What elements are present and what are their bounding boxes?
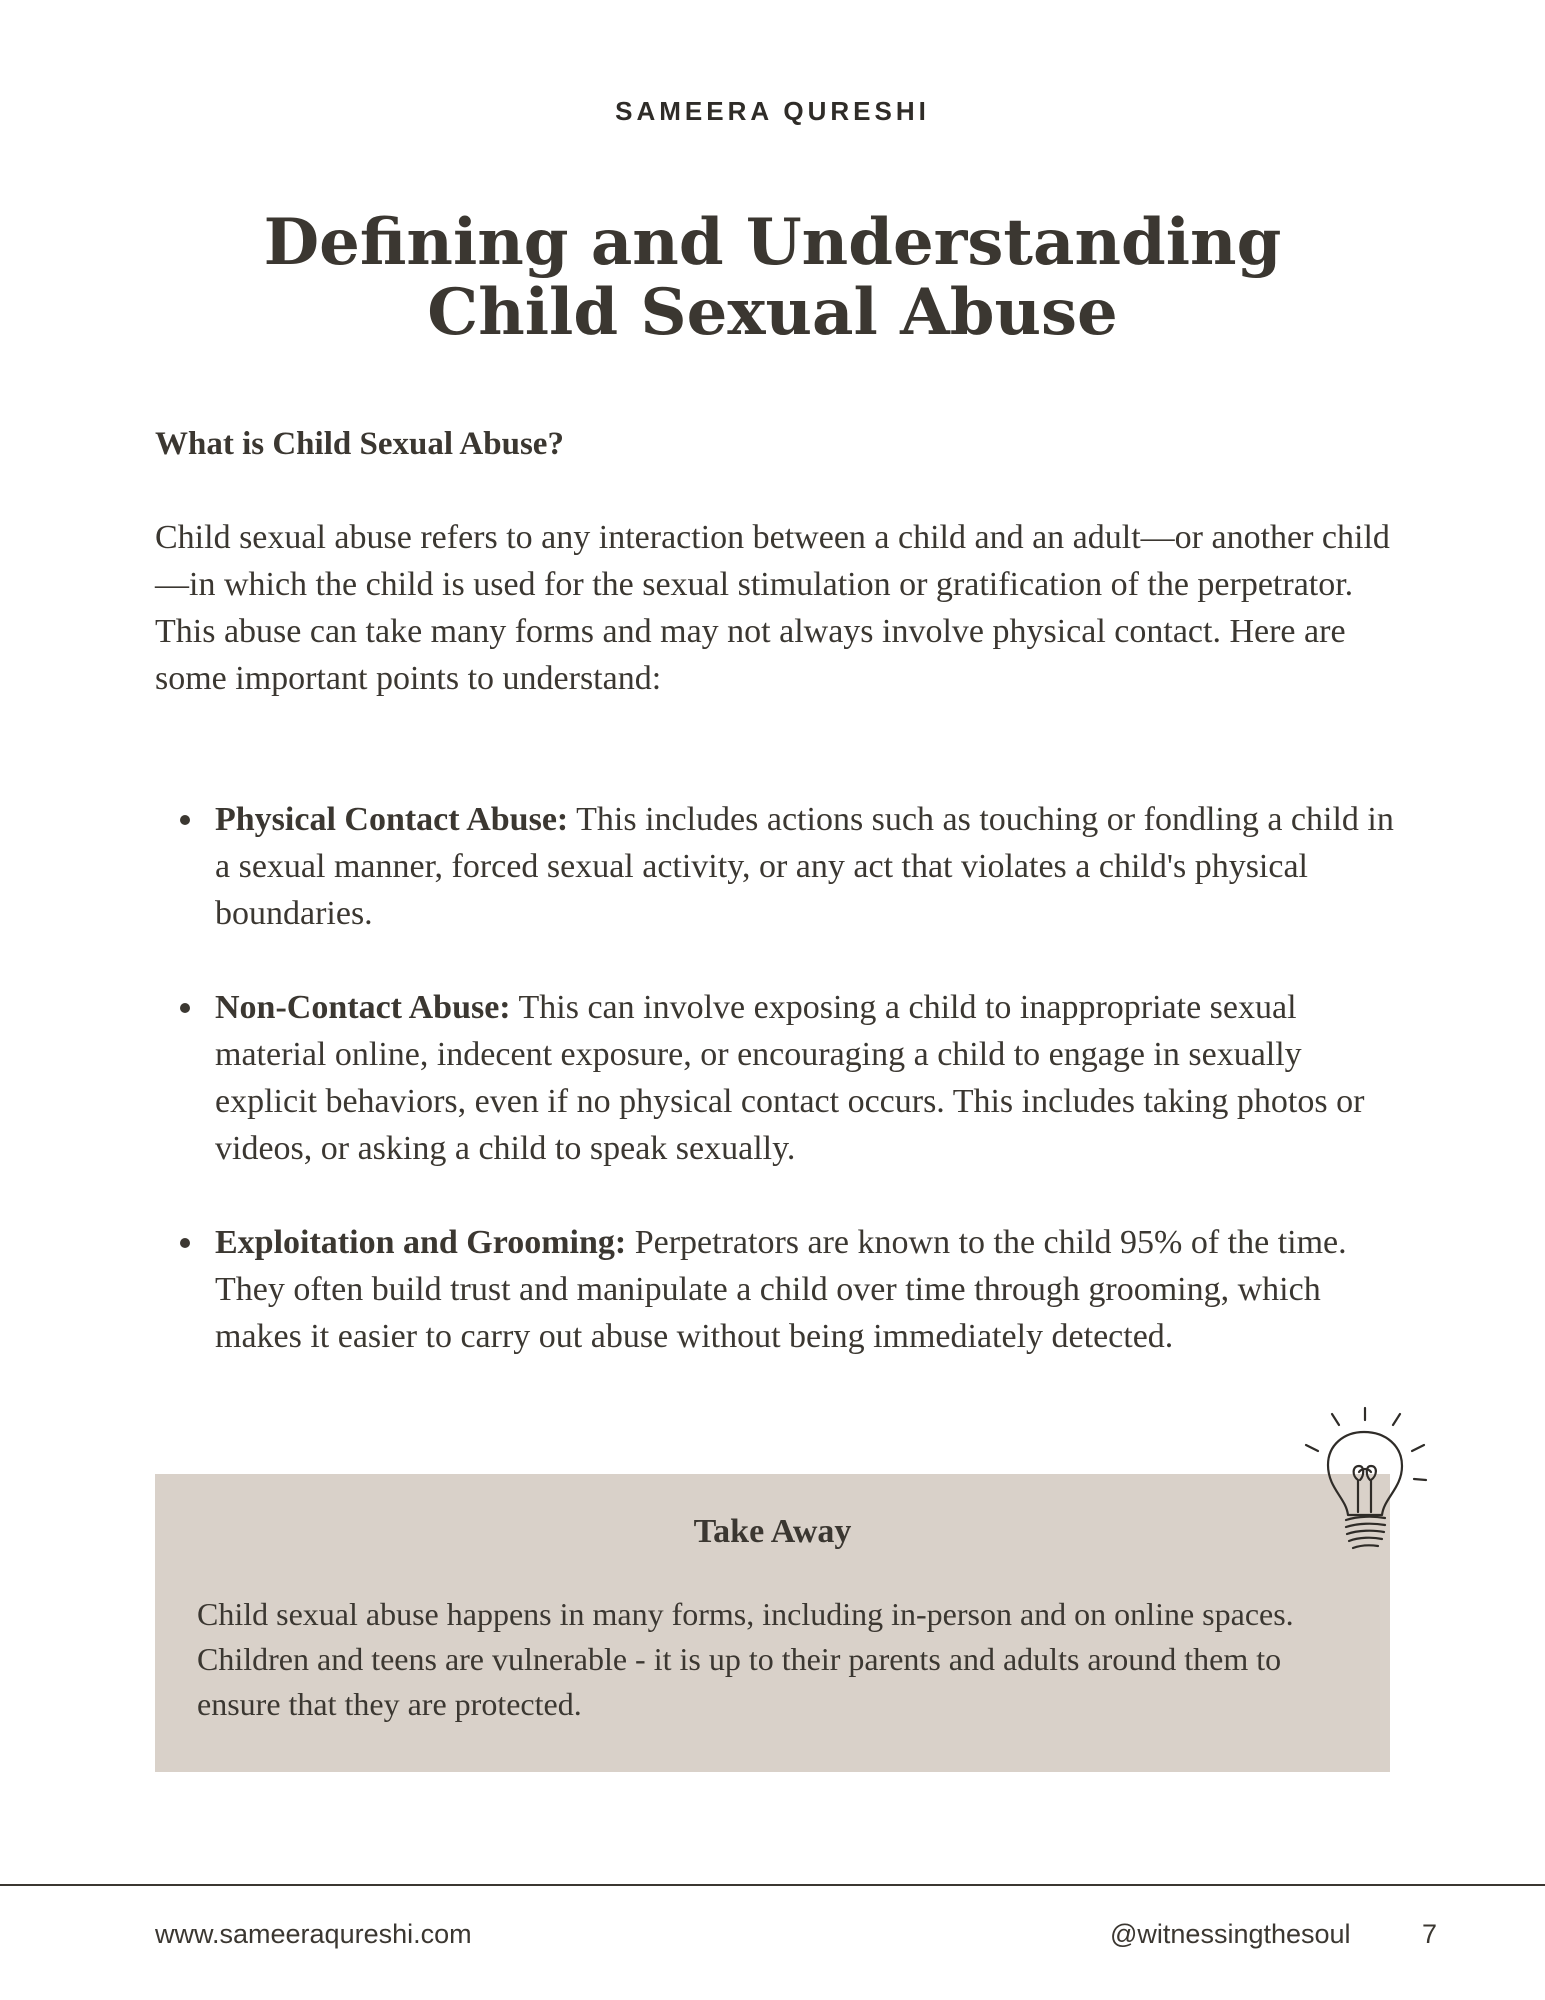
list-item	[155, 1219, 1395, 1360]
takeaway-body: Child sexual abuse happens in many forms, including in-person and on online spaces. Children and teens are vulnerable - it is up to their parents and adults around them to ensure that they are protected.	[197, 1596, 1294, 1722]
point-term: Physical Contact Abuse:	[215, 801, 569, 838]
author-name: SAMEERA QURESHI	[615, 96, 930, 126]
intro-paragraph: Child sexual abuse refers to any interaction between a child and an adult—or another child—in which the child is used for the sexual stimulation or gratification of the perpetrator. This abuse can take many forms and may not always involve physical contact. Here are some important points to understand:	[155, 519, 1390, 697]
point-text: Perpetrators are known to the child 95% of the time. They often build trust and manipulate a child over time through grooming, which makes it easier to carry out abuse without being immediately detected.	[215, 1224, 1347, 1355]
bullet-icon	[180, 815, 190, 825]
bullet-icon	[180, 1238, 190, 1248]
point-term: Exploitation and Grooming:	[215, 1224, 627, 1261]
list-item	[155, 984, 1395, 1172]
bullet-icon	[180, 1003, 190, 1013]
point-text: This includes actions such as touching or fondling a child in a sexual manner, forced sexual activity, or any act that violates a child's physical boundaries.	[215, 801, 1394, 932]
point-term: Non-Contact Abuse:	[215, 989, 511, 1026]
website-link[interactable]: www.sameeraqureshi.com	[155, 1919, 472, 1949]
page-number: 7	[1422, 1919, 1438, 1949]
takeaway-title: Take Away	[693, 1513, 852, 1550]
point-text: This can involve exposing a child to inappropriate sexual material online, indecent exposure, or encouraging a child to engage in sexually explicit behaviors, even if no physical contact occurs. This includes taking photos or videos, or asking a child to speak sexually.	[215, 989, 1365, 1167]
takeaway-box	[155, 1474, 1390, 1772]
key-points-list	[155, 796, 1395, 1360]
list-item	[155, 796, 1395, 937]
page-title: Defining and Understanding Child Sexual Abuse	[263, 205, 1282, 350]
footer-divider	[0, 1884, 1545, 1886]
section-heading: What is Child Sexual Abuse?	[155, 426, 564, 462]
social-handle[interactable]: @witnessingthesoul	[1110, 1919, 1351, 1949]
lightbulb-icon	[1298, 1400, 1433, 1560]
